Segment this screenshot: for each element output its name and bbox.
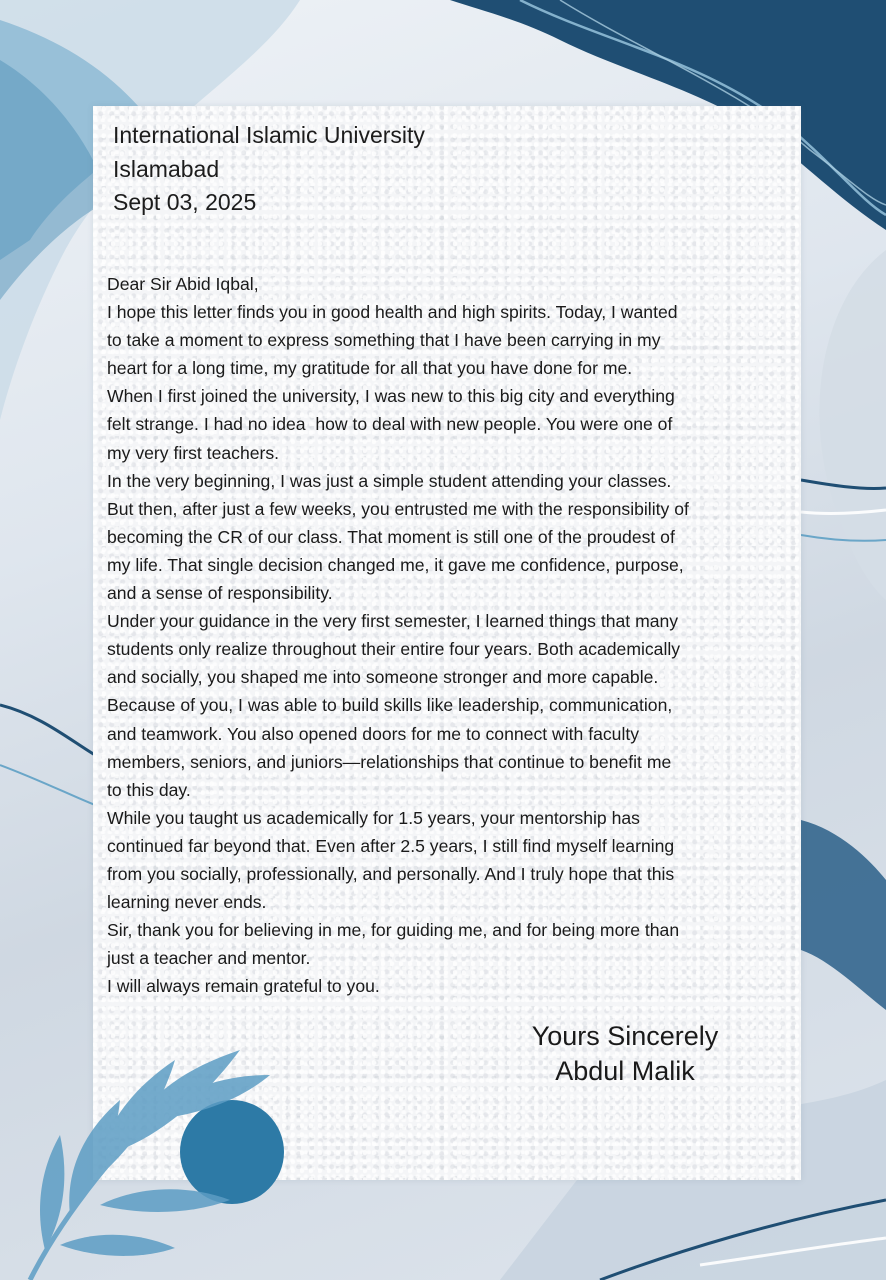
- paragraph-3: In the very beginning, I was just a simple student attending your classes. But then, after just a few weeks, you entrusted me with the responsibility of becoming the CR of our class. That moment is still one of the proudest of my life. That single decision changed me, it gave me confidence, purpose, and a sense of responsibility.: [107, 470, 689, 604]
- paragraph-5: While you taught us academically for 1.5 years, your mentorship has continued far beyond that. Even after 2.5 years, I still find myself learning from you socially, professionally, and personally. And I truly hope that this learning never ends.: [107, 807, 675, 913]
- institution-name: International Islamic University: [113, 122, 425, 148]
- letter-body: [107, 270, 792, 1000]
- navy-blob-right: [801, 820, 886, 1010]
- signer-name: Abdul Malik: [555, 1056, 695, 1086]
- paragraph-7: I will always remain grateful to you.: [107, 976, 380, 997]
- letter-date: Sept 03, 2025: [113, 189, 257, 215]
- light-curve-left: [0, 765, 95, 805]
- paragraph-2: When I first joined the university, I was new to this big city and everything felt strange. I had no idea how to deal with new people. You were one of my very first teachers.: [107, 386, 675, 463]
- paragraph-6: Sir, thank you for believing in me, for guiding me, and for being more than just a teacher and mentor.: [107, 920, 680, 969]
- closing-line: Yours Sincerely: [531, 1021, 719, 1051]
- paragraph-1: I hope this letter finds you in good health and high spirits. Today, I wanted to take a moment to express something that I have been carrying in my heart for a long time, my gratitude for all that you have done for me.: [107, 302, 678, 379]
- silk-fold-right: [819, 250, 886, 600]
- paragraph-4: Under your guidance in the very first semester, I learned things that many students only realize throughout their entire four years. Both academically and socially, you shaped me into someone stronger and more capable. Because of you, I was able to build skills like leadership, communication, and teamwork. You also opened doors for me to connect with faculty members, seniors, and juniors—relationships that continue to benefit me to this day.: [107, 611, 681, 800]
- navy-curve-left: [0, 705, 95, 755]
- salutation: Dear Sir Abid Iqbal,: [107, 274, 259, 294]
- city-name: Islamabad: [113, 156, 220, 182]
